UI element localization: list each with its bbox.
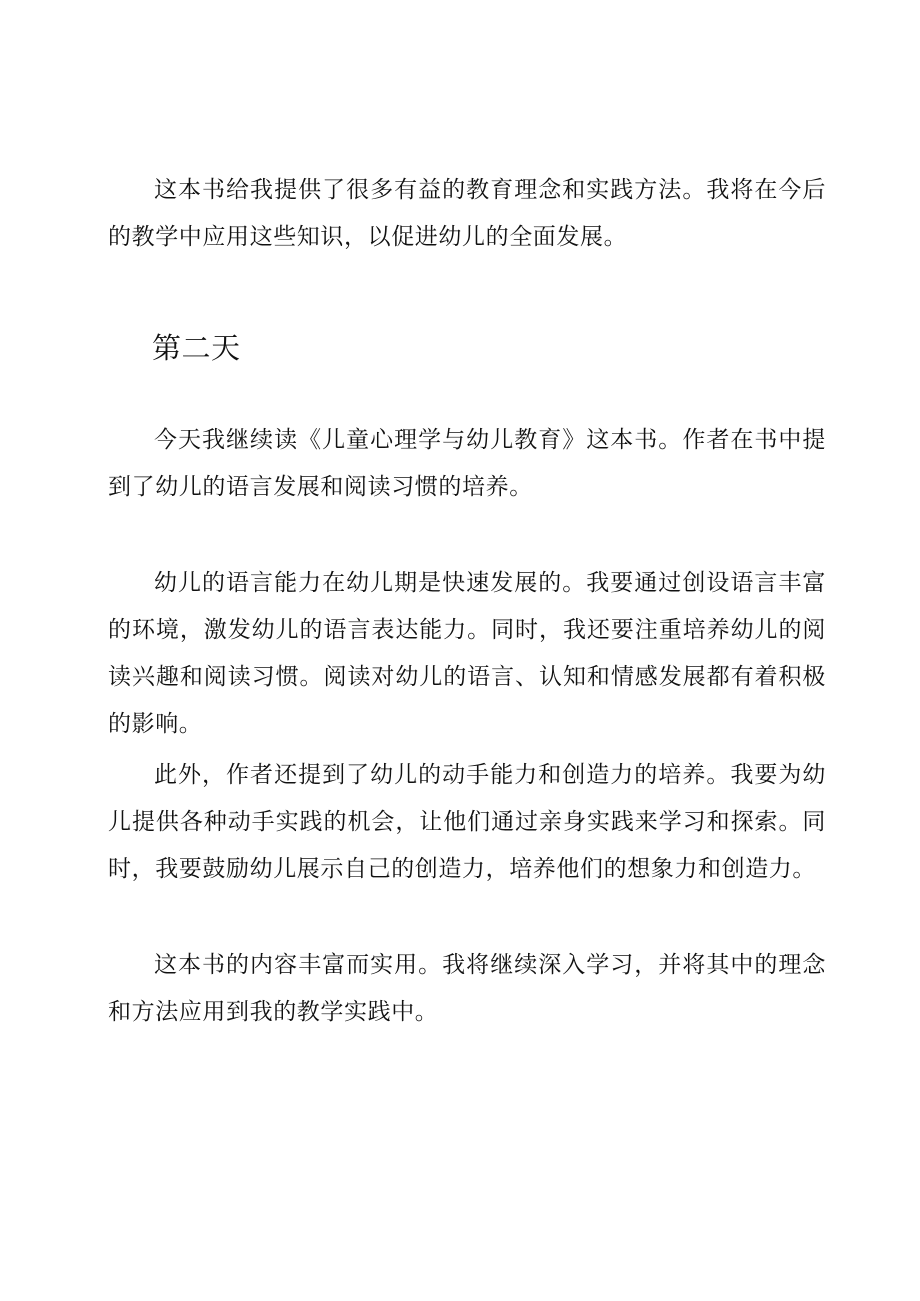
paragraph: 幼儿的语言能力在幼儿期是快速发展的。我要通过创设语言丰富的环境，激发幼儿的语言表达能力。同时，我还要注重培养幼儿的阅读兴趣和阅读习惯。阅读对幼儿的语言、认知和情感发展都有着积极的影响。 [108, 570, 826, 737]
paragraph: 这本书的内容丰富而实用。我将继续深入学习，并将其中的理念和方法应用到我的教学实践中。 [108, 952, 826, 1025]
paragraph: 此外，作者还提到了幼儿的动手能力和创造力的培养。我要为幼儿提供各种动手实践的机会，让他们通过亲身实践来学习和探索。同时，我要鼓励幼儿展示自己的创造力，培养他们的想象力和创造力。 [108, 762, 826, 882]
paragraph: 今天我继续读《儿童心理学与幼儿教育》这本书。作者在书中提到了幼儿的语言发展和阅读习惯的培养。 [108, 427, 826, 500]
paragraph-intro: 这本书给我提供了很多有益的教育理念和实践方法。我将在今后的教学中应用这些知识，以促进幼儿的全面发展。 [108, 177, 826, 250]
section-heading: 第二天 [152, 331, 241, 365]
